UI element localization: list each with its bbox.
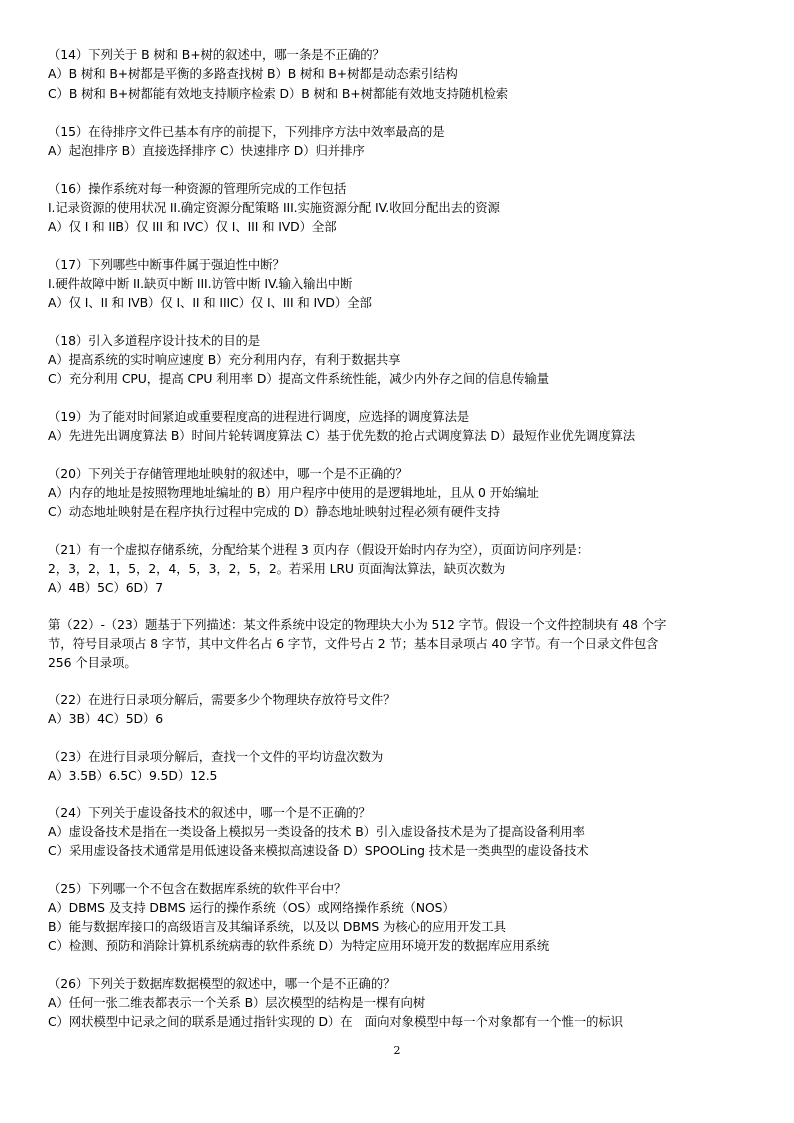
text-line: C）检测、预防和消除计算机系统病毒的软件系统 D）为特定应用环境开发的数据库应用系统 bbox=[48, 938, 550, 953]
text-line: A）任何一张二维表都表示一个关系 B）层次模型的结构是一棵有向树 bbox=[48, 995, 426, 1010]
text-line: A）DBMS 及支持 DBMS 运行的操作系统（OS）或网络操作系统（NOS） bbox=[48, 900, 455, 915]
text-line: 节，符号目录项占 8 字节，其中文件名占 6 字节，文件号占 2 节；基本目录项占 40 字节。有一个日录文件包含 bbox=[48, 636, 659, 651]
text-line: A）提高系统的实时响应速度 B）充分利用内存，有利于数据共享 bbox=[48, 352, 401, 367]
text-line: （19）为了能对时间紧迫或重要程度高的进程进行调度，应选择的调度算法是 bbox=[48, 409, 470, 424]
text-line: （18）引入多道程序设计技术的目的是 bbox=[48, 333, 261, 348]
text-line: A）仅 I、II 和 IVB）仅 I、II 和 IIIC）仅 I、III 和 IVD）全部 bbox=[48, 295, 372, 310]
text-line: （26）下列关于数据库数据模型的叙述中，哪一个是不正确的？ bbox=[48, 976, 396, 991]
text-line: （24）下列关于虚设备技术的叙述中，哪一个是不正确的？ bbox=[48, 805, 371, 820]
text-line: （14）下列关于 B 树和 B+树的叙述中，哪一条是不正确的？ bbox=[48, 47, 385, 62]
text-line: A）内存的地址是按照物理地址编址的 B）用户程序中使用的是逻辑地址，且从 0 开始编址 bbox=[48, 485, 539, 500]
text-line: （16）操作系统对每一种资源的管理所完成的工作包括 bbox=[48, 181, 347, 196]
text-line: A）3.5B）6.5C）9.5D）12.5 bbox=[48, 768, 218, 783]
text-line: A）B 树和 B+树都是平衡的多路查找树 B）B 树和 B+树都是动态索引结构 bbox=[48, 66, 458, 81]
text-line: （20）下列关于存储管理地址映射的叙述中，哪一个是不正确的？ bbox=[48, 466, 408, 481]
text-line: B）能与数据库接口的高级语言及其编译系统，以及以 DBMS 为核心的应用开发工具 bbox=[48, 919, 506, 934]
text-line: C）动态地址映射是在程序执行过程中完成的 D）静态地址映射过程必须有硬件支持 bbox=[48, 504, 501, 519]
text-line: （22）在进行日录项分解后，需要多少个物理块存放符号文件？ bbox=[48, 692, 396, 707]
text-line: A）起泡排序 B）直接选择排序 C）快速排序 D）归并排序 bbox=[48, 143, 365, 158]
text-line: （17）下列哪些中断事件属于强迫性中断？ bbox=[48, 257, 285, 272]
text-line: A）仅 I 和 IIB）仅 III 和 IVC）仅 I、III 和 IVD）全部 bbox=[48, 219, 337, 234]
text-line: I.记录资源的使用状况 II.确定资源分配策略 III.实施资源分配 IV.收回分配出去的资源 bbox=[48, 200, 500, 215]
text-line: A）先进先出调度算法 B）时间片轮转调度算法 C）基于优先数的抢占式调度算法 D）最短作业优先调度算法 bbox=[48, 428, 636, 443]
text-line: A）虚设备技术是指在一类设备上模拟另一类设备的技术 B）引入虚设备技术是为了提高设备利用率 bbox=[48, 824, 585, 839]
text-line: A）3B）4C）5D）6 bbox=[48, 711, 164, 726]
text-line: C）网状模型中记录之间的联系是通过指针实现的 D）在 面向对象模型中每一个对象都有一个惟一的标识 bbox=[48, 1014, 623, 1029]
text-line: （25）下列哪一个不包含在数据库系统的软件平台中？ bbox=[48, 881, 347, 896]
text-line: C）B 树和 B+树都能有效地支持顺序检索 D）B 树和 B+树都能有效地支持随机检索 bbox=[48, 86, 509, 101]
text-line: （21）有一个虚拟存储系统，分配给某个进程 3 页内存（假设开始时内存为空），页面访问序列是： bbox=[48, 542, 590, 557]
text-line: A）4B）5C）6D）7 bbox=[48, 580, 164, 595]
text-line: I.硬件故障中断 II.缺页中断 III.访管中断 IV.输入输出中断 bbox=[48, 276, 353, 291]
text-line: 第（22）-（23）题基于下列描述：某文件系统中设定的物理块大小为 512 字节。假设一个文件控制块有 48 个字 bbox=[48, 617, 667, 632]
text-line: C）采用虚设备技术通常是用低速设备来模拟高速设备 D）SPOOLing 技术是一类典型的虚设备技术 bbox=[48, 843, 589, 858]
text-line: （23）在进行目录项分解后，查找一个文件的平均访盘次数为 bbox=[48, 749, 384, 764]
text-line: （15）在待排序文件已基本有序的前提下，下列排序方法中效率最高的是 bbox=[48, 124, 445, 139]
page-number: 2 bbox=[393, 1044, 401, 1057]
text-line: C）充分利用 CPU，提高 CPU 利用率 D）提高文件系统性能，减少内外存之间的信息传输量 bbox=[48, 371, 550, 386]
text-line: 2，3，2，1，5，2，4，5，3，2，5，2。若采用 LRU 页面淘汰算法，缺页次数为 bbox=[48, 561, 506, 576]
text-line: 256 个目录项。 bbox=[48, 655, 137, 670]
